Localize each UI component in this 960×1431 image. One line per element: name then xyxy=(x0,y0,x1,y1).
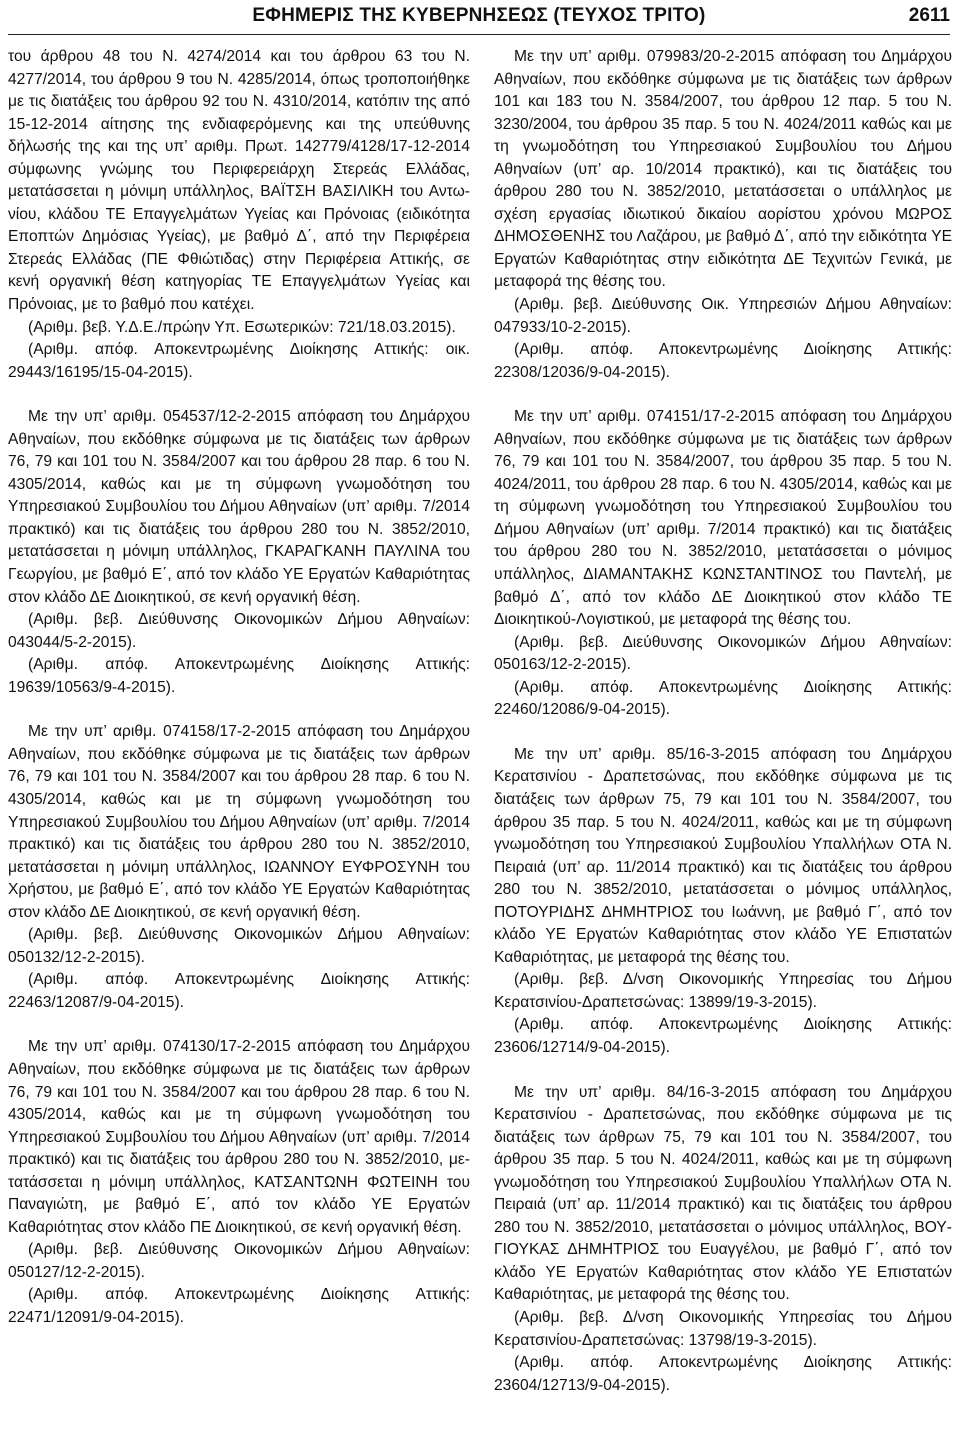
paragraph: (Αριθμ. βεβ. Διεύθυνσης Οικονομικών Δήμου Αθηναίων: 050127/12-2-2015). xyxy=(8,1241,470,1281)
paragraph: (Αριθμ. απόφ. Αποκεντρωμένης Διοίκησης Αττικής: 23604/12713/9-04-2015). xyxy=(494,1354,952,1394)
paragraph: (Αριθμ. απόφ. Αποκεντρωμένης Διοίκησης Αττικής: 23606/12714/9-04-2015). xyxy=(494,1016,952,1056)
paragraph: Με την υπ’ αριθμ. 85/16-3-2015 απόφαση του Δημάρχου Κερατσινίου - Δραπετσώνας, που εκδόθηκε σύμφωνα με τις διατάξεις των άρθρων 75, 79 και 101 του Ν. 3584/2007, του άρθρου 35 παρ. 5 του Ν. 4024/2011, καθώς και με τη σύμφωνη γνωμοδότηση του Υπηρεσιακού Συμβουλίου Υπαλλήλων ΟΤΑ Ν. Πειραιά (υπ’ αρ. 11/2014 πρακτικό) και τις διατάξεις του άρθρου 280 του Ν. 3852/2010, μετατάσσεται ο μόνιμος υπάλληλος, ΠΟΤΟΥΡΙΔΗΣ ΔΗΜΗΤΡΙΟΣ του Ιωάννη, με βαθμό Γ΄, από τον κλάδο ΥΕ Εργατών Καθαριότητας στον κλάδο ΥΕ Επιστατών Καθαριότητας, με μεταφορά της θέσης του. xyxy=(494,745,952,966)
paragraph: Με την υπ’ αριθμ. 079983/20-2-2015 απόφαση του Δημάρχου Αθηναίων, που εκδόθηκε σύμφωνα με τις διατάξεις των άρθρων 101 και 183 του Ν. 3584/2007, του άρθρου 12 παρ. 5 του Ν. 3230/2004, του άρθρου 35 παρ. 5 του Ν. 4024/2011 καθώς και με τη γνωμοδότηση του Υπηρεσιακού Συμβουλίου του Δήμου Αθηναίων (υπ’ αρ. 10/2014 πρακτικό), και τις διατάξεις του άρθρου 280 του Ν. 3852/2010, μετατάσσεται ο υπάλληλος με σχέση εργασίας ιδιωτικού δικαίου αορίστου χρόνου ΜΩΡΟΣ ΔΗΜΟΣΘΕΝΗΣ του Λαζάρου, με βαθμό Δ΄, από την ειδικότητα ΥΕ Εργατών Καθαριότητας στην ειδικότητα ΔΕ Τεχνιτών Γενικά, με μεταφορά της θέσης του. xyxy=(494,48,952,291)
paragraph: (Αριθμ. απόφ. Αποκεντρωμένης Διοίκησης Αττικής: 22463/12087/9-04-2015). xyxy=(8,971,470,1011)
paragraph: (Αριθμ. βεβ. Δ/νση Οικονομικής Υπηρεσίας του Δήμου Κερατσινίου-Δραπετσώνας: 13798/19-3-2015). xyxy=(494,1308,952,1349)
paragraph: Με την υπ’ αριθμ. 84/16-3-2015 απόφαση του Δημάρχου Κερατσινίου - Δραπετσώνας, που εκδόθηκε σύμφωνα με τις διατάξεις των άρθρων 75, 79 και 101 του Ν. 3584/2007, του άρθρου 35 παρ. 5 του Ν. 4024/2011, καθώς και με τη σύμφωνη γνωμοδότηση του Υπηρεσιακού Συμβουλίου Υπαλλήλων ΟΤΑ Ν. Πειραιά (υπ’ αρ. 11/2014 πρακτικό) και τις διατάξεις του άρθρου 280 του Ν. 3852/2010, μετατάσσεται ο μόνιμος υπάλληλος, ΒΟΥΓΙΟΥΚΑΣ ΔΗΜΗΤΡΙΟΣ του Ευαγγέλου, με βαθμό Γ΄, από τον κλάδο ΥΕ Εργατών Καθαριότητας στον κλάδο ΥΕ Επιστατών Καθαριότητας, με μεταφορά της θέσης του. xyxy=(494,1083,952,1304)
gazette-title: ΕΦΗΜΕΡΙΣ ΤΗΣ ΚΥΒΕΡΝΗΣΕΩΣ (ΤΕΥΧΟΣ ΤΡΙΤΟ) xyxy=(252,5,706,26)
paragraph: Με την υπ’ αριθμ. 074151/17-2-2015 απόφαση του Δημάρχου Αθηναίων, που εκδόθηκε σύμφωνα με τις διατάξεις των άρθρων 76, 79 και 101 του Ν. 3584/2007, του άρθρου 35 παρ. 5 του Ν. 4024/2011, του άρθρου 28 παρ. 6 του Ν. 4305/2014, καθώς και με τη σύμφωνη γνωμοδότηση του Υπηρεσιακού Συμβουλίου του Δήμου Αθηναίων (υπ’ αριθμ. 7/2014 πρακτικό) και τις διατάξεις του άρθρου 280 του Ν. 3852/2010, μετατάσσεται ο μόνιμος υπάλληλος, ΔΙΑΜΑΝΤΑΚΗΣ ΚΩΝΣΤΑΝΤΙΝΟΣ του Παντελή, με βαθμό Δ΄, από τον κλάδο ΔΕ Διοικητικού στον κλάδο ΤΕ Διοικητικού-Λογιστικού, με μεταφορά της θέσης του. xyxy=(494,408,952,629)
paragraph: Με την υπ’ αριθμ. 074130/17-2-2015 απόφαση του Δημάρχου Αθηναίων, που εκδόθηκε σύμφωνα με τις διατάξεις των άρθρων 76, 79 και 101 του Ν. 3584/2007 και του άρθρου 28 παρ. 6 του Ν. 4305/2014, καθώς και με τη σύμφωνη γνωμοδότηση του Υπηρεσιακού Συμβουλίου του Δήμου Αθηναίων (υπ’ αριθμ. 7/2014 πρακτικό) και τις διατάξεις του άρθρου 280 του Ν. 3852/2010, μετατάσσεται η μόνιμη υπάλληλος, ΚΑΤΣΑΝΤΩΝΗ ΦΩΤΕΙΝΗ του Παναγιώτη, με βαθμό Ε΄, από τον κλάδο ΥΕ Εργατών Καθαριότητας στον κλάδο ΠΕ Διοικητικού, σε κενή οργανική θέση. xyxy=(8,1038,470,1236)
paragraph: (Αριθμ. απόφ. Αποκεντρωμένης Διοίκησης Αττικής: 22308/12036/9-04-2015). xyxy=(494,341,952,381)
paragraph: Με την υπ’ αριθμ. 074158/17-2-2015 απόφαση του Δημάρχου Αθηναίων, που εκδόθηκε σύμφωνα με τις διατάξεις των άρθρων 76, 79 και 101 του Ν. 3584/2007 και του άρθρου 28 παρ. 6 του Ν. 4305/2014, καθώς και με τη σύμφωνη γνωμοδότηση του Υπηρεσιακού Συμβουλίου του Δήμου Αθηναίων (υπ’ αριθμ. 7/2014 πρακτικό) και τις διατάξεις του άρθρου 280 του Ν. 3852/2010, μετατάσσεται η μόνιμη υπάλληλος, ΙΩΑΝΝΟΥ ΕΥΦΡΟΣΥΝΗ του Χρήστου, με βαθμό Ε΄, από τον κλάδο ΥΕ Εργατών Καθαριότητας στον κλάδο ΔΕ Διοικητικού, σε κενή οργανική θέση. xyxy=(8,723,470,921)
paragraph: (Αριθμ. απόφ. Αποκεντρωμένης Διοίκησης Αττικής: 22460/12086/9-04-2015). xyxy=(494,678,952,719)
paragraph: (Αριθμ. βεβ. Διεύθυνσης Οικ. Υπηρεσιών Δήμου Αθηναίων: 047933/10-2-2015). xyxy=(494,296,952,336)
left-column xyxy=(8,46,470,1330)
paragraph: (Αριθμ. απόφ. Αποκεντρωμένης Διοίκησης Αττικής: 22471/12091/9-04-2015). xyxy=(8,1286,470,1326)
paragraph: Με την υπ’ αριθμ. 054537/12-2-2015 απόφαση του Δημάρχου Αθηναίων, που εκδόθηκε σύμφωνα με τις διατάξεις των άρθρων 76, 79 και 101 του Ν. 3584/2007 και του άρθρου 28 παρ. 6 του Ν. 4305/2014, καθώς και με τη σύμφωνη γνωμοδότηση του Υπηρεσιακού Συμβουλίου του Δήμου Αθηναίων (υπ’ αριθμ. 7/2014 πρακτικό) και τις διατάξεις του άρθρου 280 του Ν. 3852/2010, μετατάσσεται η μόνιμη υπάλληλος, ΓΚΑΡΑΓΚΑΝΗ ΠΑΥΛΙΝΑ του Γεωργίου, με βαθμό Ε΄, από τον κλάδο ΥΕ Εργατών Καθαριότητας στον κλάδο ΔΕ Διοικητικού, σε κενή οργανική θέση. xyxy=(8,408,470,606)
paragraph: (Αριθμ. βεβ. Δ/νση Οικονομικής Υπηρεσίας του Δήμου Κερατσινίου-Δραπετσώνας: 13899/19-3-2015). xyxy=(494,971,952,1011)
paragraph: (Αριθμ. βεβ. Διεύθυνσης Οικονομικών Δήμου Αθηναίων: 050132/12-2-2015). xyxy=(8,926,470,966)
paragraph: (Αριθμ. απόφ. Αποκεντρωμένης Διοίκησης Αττικής: 19639/10563/9-4-2015). xyxy=(8,656,470,696)
page-number: 2611 xyxy=(908,5,950,26)
paragraph: (Αριθμ. βεβ. Διεύθυνσης Οικονομικών Δήμου Αθηναίων: 050163/12-2-2015). xyxy=(494,633,952,674)
page-header xyxy=(8,0,950,35)
paragraph: (Αριθμ. βεβ. Υ.Δ.Ε./πρώην Υπ. Εσωτερικών: 721/18.03.2015). xyxy=(28,318,456,336)
paragraph: του άρθρου 48 του Ν. 4274/2014 και του άρθρου 63 του Ν. 4277/2014, του άρθρου 9 του Ν. 4285/2014, όπως τροποποιήθηκε με τις διατάξεις του άρθρου 92 του Ν. 4310/2014, κατόπιν της από 15-12-2014 αίτησης της ενδιαφερόμενης και της υπεύθυνης δήλωσής της και της υπ’ αριθμ. Πρωτ. 142779/4128/17-12-2014 σύμφωνης γνώμης του Περιφερειάρχη Στερεάς Ελλάδας, μετατάσσεται η μόνιμη υπάλληλος, ΒΑΪΤΣΗ ΒΑΣΙΛΙΚΗ του Αντωνίου, κλάδου ΤΕ Επαγγελμάτων Υγείας και Πρόνοιας (ειδικότητα Εποπτών Δημόσιας Υγείας), με βαθμό Δ΄, από την Περιφέρεια Στερεάς Ελλάδας (ΠΕ Φθιώτιδας) στην Περιφέρεια Αττικής, σε κενή οργανική θέση κατηγορίας ΤΕ Επαγγελμάτων Υγείας και Πρόνοιας, με το βαθμό που κατέχει. xyxy=(8,48,470,314)
paragraph: (Αριθμ. βεβ. Διεύθυνσης Οικονομικών Δήμου Αθηναίων: 043044/5-2-2015). xyxy=(8,611,470,651)
paragraph: (Αριθμ. απόφ. Αποκεντρωμένης Διοίκησης Αττικής: οικ. 29443/16195/15-04-2015). xyxy=(8,341,470,381)
right-column xyxy=(494,46,952,1397)
